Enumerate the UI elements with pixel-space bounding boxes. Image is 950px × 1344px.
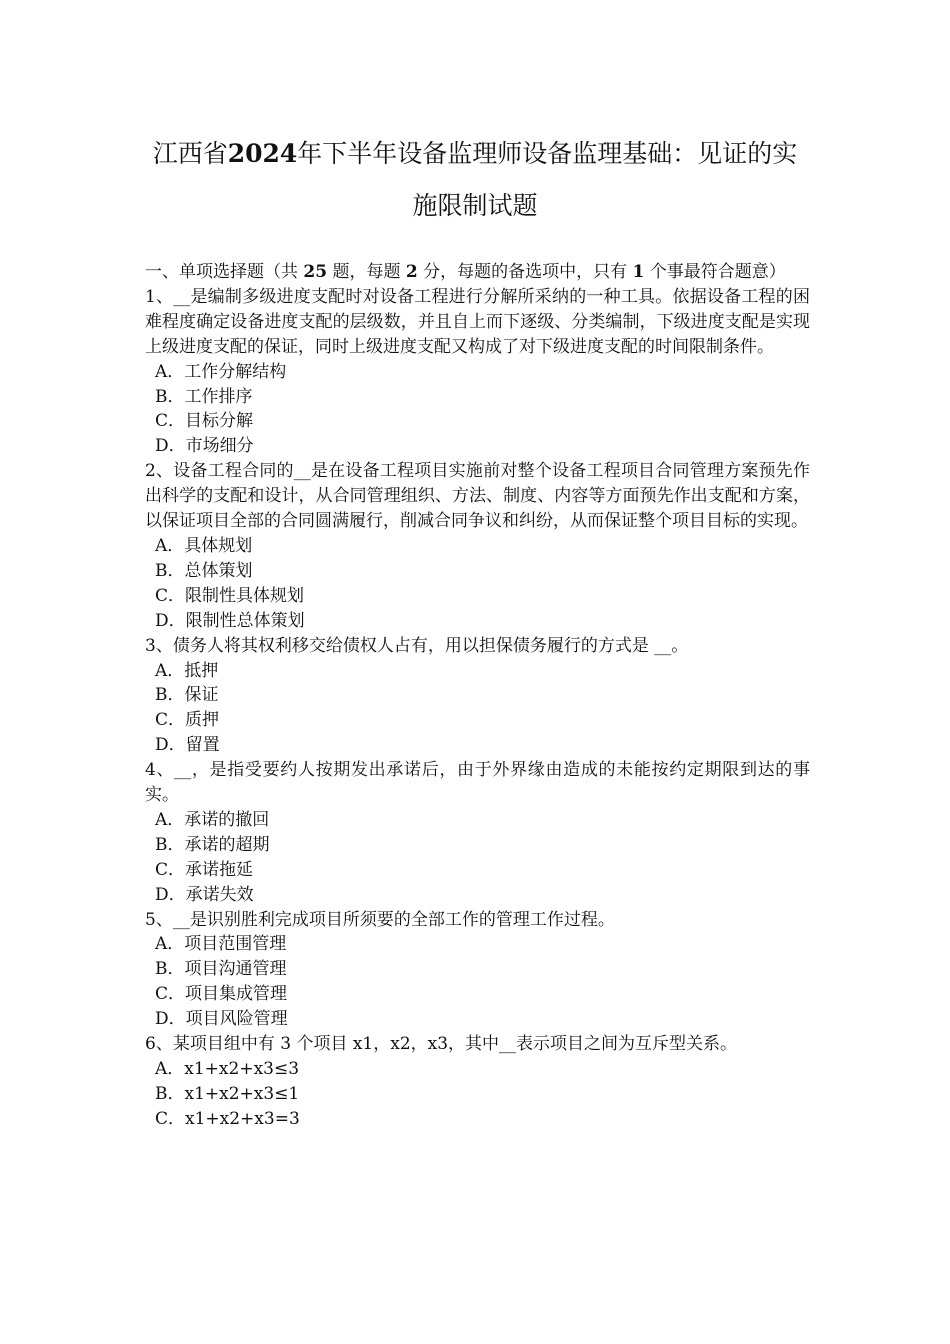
- section-text-2: 题，每题: [332, 262, 401, 282]
- section-text-1: 一、单项选择题（共: [145, 262, 298, 282]
- document-body: [145, 260, 810, 1132]
- question-1-option-a: A．工作分解结构: [155, 361, 287, 382]
- section-heading: [145, 260, 810, 285]
- question-2-option-b: B．总体策划: [155, 560, 253, 581]
- question-1-option-d: D．市场细分: [155, 436, 254, 457]
- question-6-option-c: C．x1+x2+x3=3: [155, 1108, 300, 1129]
- question-6-text: 6、某项目组中有 3 个项目 x1，x2，x3，其中__表示项目之间为互斥型关系。: [145, 1034, 738, 1055]
- question-1-text: 1、__是编制多级进度支配时对设备工程进行分解所采纳的一种工具。依据设备工程的困难程度确定设备进度支配的层级数，并且自上而下逐级、分类编制，下级进度支配是实现上级进度支配的保证，同时上级进度支配又构成了对下级进度支配的时间限制条件。: [145, 286, 810, 357]
- question-4-text: 4、__，是指受要约人按期发出承诺后，由于外界缘由造成的未能按约定期限到达的事实。: [145, 760, 810, 806]
- title-prefix: 江西省: [152, 139, 228, 168]
- title-line-2: 施限制试题: [412, 191, 538, 220]
- correct-answer-count: 1: [632, 262, 645, 282]
- question-5-option-c: C．项目集成管理: [155, 984, 288, 1005]
- question-5-option-a: A．项目范围管理: [155, 934, 287, 955]
- question-2-option-a: A．具体规划: [155, 535, 253, 556]
- question-count: 25: [303, 262, 328, 282]
- question-4-option-d: D．承诺失效: [155, 884, 254, 905]
- question-3-text: 3、债务人将其权利移交给债权人占有，用以担保债务履行的方式是 __。: [145, 635, 689, 656]
- question-3-option-a: A．抵押: [155, 660, 219, 681]
- title-line-1: [100, 128, 850, 180]
- points-per-question: 2: [405, 262, 418, 282]
- question-4-option-c: C．承诺拖延: [155, 859, 254, 880]
- question-5-option-b: B．项目沟通管理: [155, 959, 287, 980]
- question-3-option-d: D．留置: [155, 735, 220, 756]
- question-5-option-d: D．项目风险管理: [155, 1009, 288, 1030]
- question-4-option-a: A．承诺的撤回: [155, 809, 270, 830]
- section-text-3: 分，每题的备选项中，只有: [423, 262, 628, 282]
- question-6-option-a: A．x1+x2+x3≤3: [155, 1059, 300, 1079]
- question-2-text: 2、设备工程合同的__是在设备工程项目实施前对整个设备工程项目合同管理方案预先作出科学的支配和设计，从合同管理组织、方法、制度、内容等方面预先作出支配和方案，以保证项目全部的合同圆满履行，削减合同争议和纠纷，从而保证整个项目目标的实现。: [145, 461, 810, 532]
- question-3-option-c: C．质押: [155, 710, 220, 731]
- title-year: 2024: [227, 139, 298, 168]
- question-5-text: 5、__是识别胜利完成项目所须要的全部工作的管理工作过程。: [145, 909, 615, 930]
- question-6-option-b: B．x1+x2+x3≤1: [155, 1083, 300, 1104]
- title-suffix: 年下半年设备监理师设备监理基础：见证的实: [297, 139, 798, 168]
- question-1-option-c: C．目标分解: [155, 411, 254, 432]
- document-title: [100, 128, 850, 232]
- question-2-option-d: D．限制性总体策划: [155, 610, 305, 631]
- question-3-option-b: B．保证: [155, 685, 219, 706]
- question-4-option-b: B．承诺的超期: [155, 834, 270, 855]
- question-1-option-b: B．工作排序: [155, 386, 253, 407]
- section-text-4: 个事最符合题意）: [649, 262, 786, 282]
- question-2-option-c: C．限制性具体规划: [155, 585, 305, 606]
